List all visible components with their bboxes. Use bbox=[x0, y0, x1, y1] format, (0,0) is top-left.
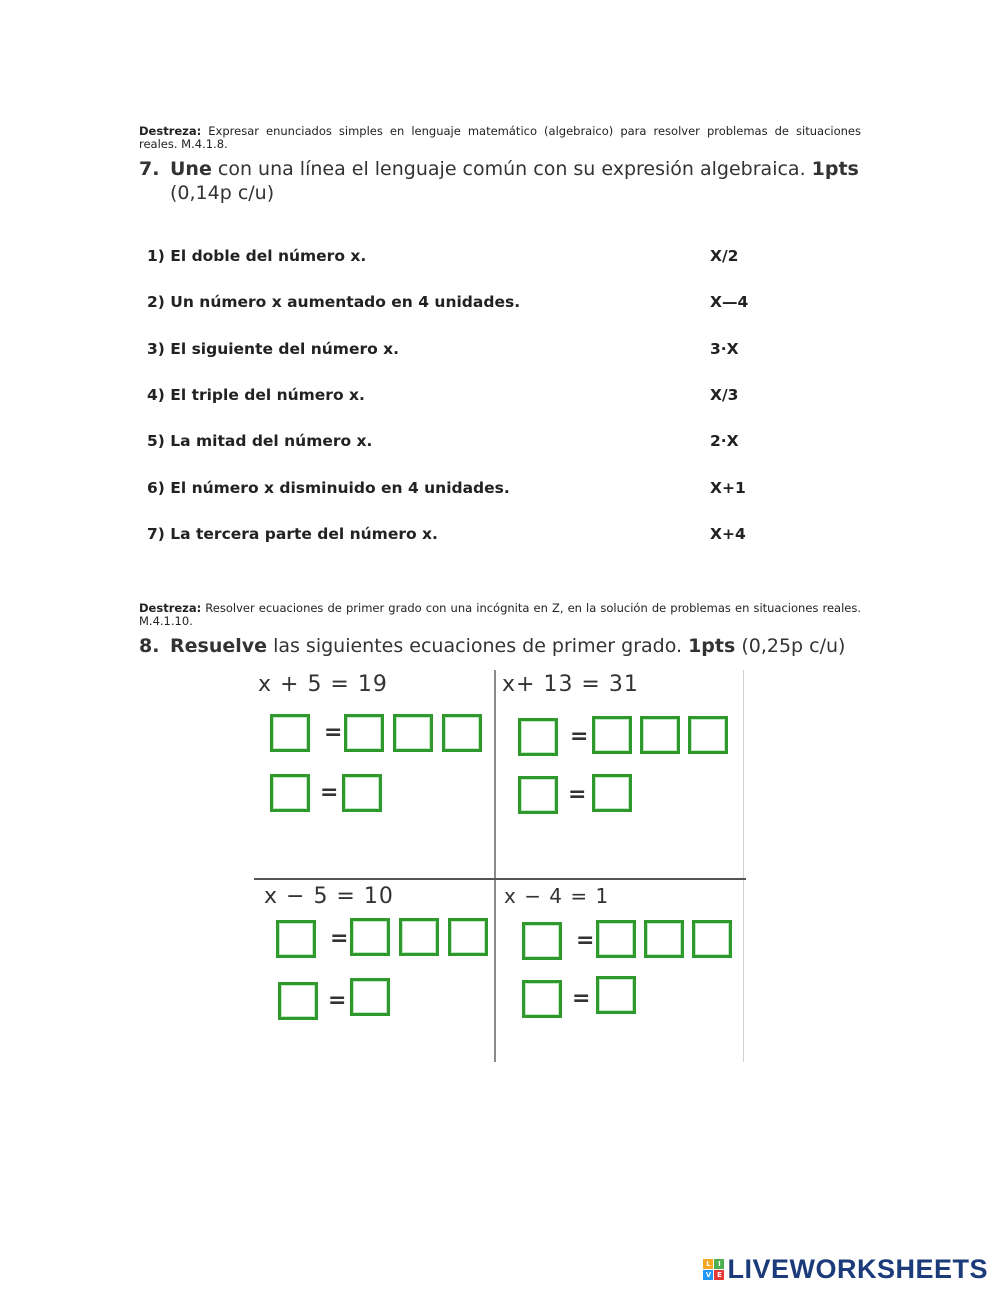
equals-sign: = bbox=[570, 724, 589, 749]
expression[interactable]: X—4 bbox=[710, 293, 749, 311]
question-8 bbox=[139, 634, 879, 658]
match-row[interactable] bbox=[147, 340, 767, 362]
answer-box[interactable] bbox=[522, 922, 562, 960]
expression[interactable]: 2·X bbox=[710, 432, 739, 450]
match-row[interactable] bbox=[147, 386, 767, 408]
answer-box[interactable] bbox=[522, 980, 562, 1018]
answer-box[interactable] bbox=[270, 714, 310, 752]
answer-box[interactable] bbox=[644, 920, 684, 958]
logo-icon bbox=[703, 1259, 724, 1280]
expression[interactable]: X+4 bbox=[710, 525, 746, 543]
logo-square: I bbox=[714, 1259, 724, 1269]
liveworksheets-logo bbox=[703, 1254, 988, 1284]
logo-square: L bbox=[703, 1259, 713, 1269]
equals-sign: = bbox=[330, 926, 349, 951]
answer-box[interactable] bbox=[344, 714, 384, 752]
destreza-text: Expresar enunciados simples en lenguaje matemático (algebraico) para resolver problemas de situaciones reales. M.4.1.8. bbox=[139, 124, 861, 151]
logo-square: V bbox=[703, 1270, 713, 1280]
statement[interactable]: 4) El triple del número x. bbox=[147, 386, 365, 404]
destreza-label: Destreza: bbox=[139, 601, 202, 615]
answer-box[interactable] bbox=[596, 976, 636, 1014]
equation-title: x − 4 = 1 bbox=[504, 884, 610, 908]
statement[interactable]: 3) El siguiente del número x. bbox=[147, 340, 400, 358]
answer-box[interactable] bbox=[592, 716, 632, 754]
logo-text: LIVEWORKSHEETS bbox=[727, 1253, 988, 1284]
match-row[interactable] bbox=[147, 525, 767, 547]
question-verb: Resuelve bbox=[170, 635, 268, 657]
equals-sign: = bbox=[576, 928, 595, 953]
destreza-text: Resolver ecuaciones de primer grado con una incógnita en Z, en la solución de problemas en situaciones reales. M.4.1.10. bbox=[139, 601, 861, 628]
equals-sign: = bbox=[328, 988, 347, 1013]
expression[interactable]: 3·X bbox=[710, 340, 739, 358]
match-row[interactable] bbox=[147, 432, 767, 454]
question-number: 7. bbox=[139, 158, 160, 180]
statement[interactable]: 1) El doble del número x. bbox=[147, 247, 367, 265]
answer-box[interactable] bbox=[448, 918, 488, 956]
question-number: 8. bbox=[139, 635, 160, 657]
answer-box[interactable] bbox=[342, 774, 382, 812]
statement[interactable]: 2) Un número x aumentado en 4 unidades. bbox=[147, 293, 521, 311]
divider-vertical bbox=[494, 670, 496, 1062]
statement[interactable]: 6) El número x disminuido en 4 unidades. bbox=[147, 479, 510, 497]
answer-box[interactable] bbox=[350, 918, 390, 956]
match-row[interactable] bbox=[147, 293, 767, 315]
statement[interactable]: 7) La tercera parte del número x. bbox=[147, 525, 438, 543]
divider-right bbox=[743, 670, 744, 1062]
answer-box[interactable] bbox=[592, 774, 632, 812]
answer-box[interactable] bbox=[596, 920, 636, 958]
answer-box[interactable] bbox=[442, 714, 482, 752]
equals-sign: = bbox=[568, 782, 587, 807]
answer-box[interactable] bbox=[518, 718, 558, 756]
equation-title: x + 5 = 19 bbox=[258, 672, 388, 697]
question-instruction: las siguientes ecuaciones de primer grado. bbox=[267, 635, 689, 657]
answer-box[interactable] bbox=[276, 920, 316, 958]
answer-box[interactable] bbox=[350, 978, 390, 1016]
equals-sign: = bbox=[572, 986, 591, 1011]
destreza-8 bbox=[139, 602, 861, 628]
statement[interactable]: 5) La mitad del número x. bbox=[147, 432, 373, 450]
equals-sign: = bbox=[324, 720, 343, 745]
question-instruction: con una línea el lenguaje común con su expresión algebraica. bbox=[211, 158, 812, 180]
answer-box[interactable] bbox=[518, 776, 558, 814]
answer-box[interactable] bbox=[393, 714, 433, 752]
logo-square: E bbox=[714, 1270, 724, 1280]
question-verb: Une bbox=[170, 158, 212, 180]
divider-horizontal bbox=[254, 878, 746, 880]
equations-grid bbox=[254, 670, 746, 1062]
answer-box[interactable] bbox=[688, 716, 728, 754]
answer-box[interactable] bbox=[278, 982, 318, 1020]
equation-title: x − 5 = 10 bbox=[264, 884, 394, 909]
question-7 bbox=[139, 157, 864, 205]
answer-box[interactable] bbox=[270, 774, 310, 812]
match-row[interactable] bbox=[147, 247, 767, 269]
destreza-label: Destreza: bbox=[139, 124, 202, 138]
match-row[interactable] bbox=[147, 479, 767, 501]
expression[interactable]: X+1 bbox=[710, 479, 746, 497]
expression[interactable]: X/2 bbox=[710, 247, 739, 265]
question-points: 1pts bbox=[688, 635, 736, 657]
question-points: 1pts bbox=[811, 158, 859, 180]
question-points-detail: (0,25p c/u) bbox=[735, 635, 846, 657]
answer-box[interactable] bbox=[399, 918, 439, 956]
destreza-7 bbox=[139, 125, 861, 151]
answer-box[interactable] bbox=[692, 920, 732, 958]
question-points-detail: (0,14p c/u) bbox=[170, 182, 275, 204]
answer-box[interactable] bbox=[640, 716, 680, 754]
equation-title: x+ 13 = 31 bbox=[502, 672, 639, 697]
expression[interactable]: X/3 bbox=[710, 386, 739, 404]
equals-sign: = bbox=[320, 780, 339, 805]
